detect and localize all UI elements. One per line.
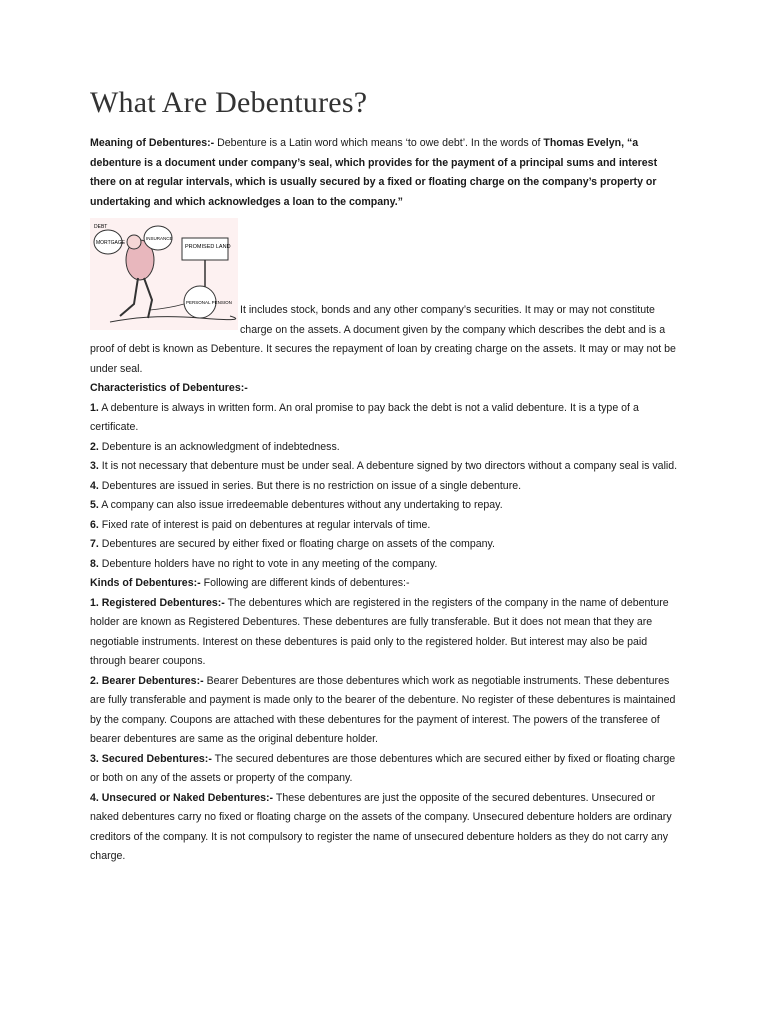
characteristic-item: [90, 399, 682, 438]
item-number: 6.: [90, 518, 99, 531]
item-text: Debentures are issued in series. But there is no restriction on issue of a single debenture.: [98, 479, 522, 492]
item-text: Debenture is an acknowledgment of indebtedness.: [98, 440, 340, 453]
kind-text: Bearer Debentures are those debentures which work as negotiable instruments. These debentures are fully transferable and payment is made only to the bearer of the debenture. No register of these debentures is maintained by the company. Coupons are attached with these debentures for the payment of interest. The powers of the transferee of bearer debentures are same as the original debenture holder.: [90, 674, 676, 745]
kind-item: [90, 789, 682, 867]
item-number: 2.: [90, 440, 99, 453]
characteristic-item: [90, 477, 682, 497]
characteristics-heading-text: Characteristics of Debentures:-: [90, 382, 248, 394]
promised-land-sign: PROMISED LAND: [185, 244, 231, 250]
meaning-text: Debenture is a Latin word which means ‘to owe debt’. In the words of: [214, 137, 544, 149]
characteristic-item: [90, 516, 682, 536]
mortgage-label: MORTGAGE: [96, 240, 126, 246]
kind-item: [90, 594, 682, 672]
item-text: A debenture is always in written form. An oral promise to pay back the debt is not a valid debenture. It is a type of a certificate.: [90, 401, 639, 433]
characteristic-item: [90, 535, 682, 555]
characteristic-item: [90, 457, 682, 477]
item-text: Debentures are secured by either fixed or floating charge on assets of the company.: [98, 538, 495, 550]
page-title: What Are Debentures?: [90, 86, 368, 119]
article-body: [90, 134, 682, 867]
meaning-paragraph: [90, 134, 682, 212]
insurance-label: INSURANCE: [146, 236, 173, 241]
kind-label: 3. Secured Debentures:-: [90, 752, 212, 765]
meaning-quote: Thomas Evelyn, “a debenture is a document under company’s seal, which provides for the payment of a principal sums and interest there on at regular intervals, which is usually secured by a fixed or floating charge on the company’s property or undertaking and which acknowledges a loan to the company.”: [90, 137, 658, 208]
item-number: 1.: [90, 401, 99, 414]
item-text: A company can also issue irredeemable debentures without any undertaking to repay.: [98, 499, 503, 511]
kinds-label: Kinds of Debentures:-: [90, 577, 201, 589]
cartoon-drawing: [90, 218, 238, 330]
characteristics-heading: [90, 379, 682, 399]
kind-label: 4. Unsecured or Naked Debentures:-: [90, 791, 274, 804]
item-number: 4.: [90, 479, 99, 492]
kind-label: 2. Bearer Debentures:-: [90, 674, 204, 687]
item-text: Fixed rate of interest is paid on debentures at regular intervals of time.: [98, 518, 431, 531]
item-number: 3.: [90, 460, 99, 472]
characteristic-item: [90, 438, 682, 458]
kind-item: [90, 672, 682, 750]
debt-label: DEBT: [94, 224, 108, 230]
characteristic-item: [90, 555, 682, 575]
kind-text: The secured debentures are those debentures which are secured either by fixed or floating charge or both on any of the assets or property of the company.: [90, 752, 676, 784]
item-number: 5.: [90, 499, 99, 511]
item-number: 8.: [90, 557, 99, 570]
kind-label: 1. Registered Debentures:-: [90, 596, 225, 609]
item-number: 7.: [90, 538, 99, 550]
pension-label: PERSONAL PENSION: [186, 300, 232, 305]
item-text: It is not necessary that debenture must be under seal. A debenture signed by two directors without a company seal is valid.: [98, 460, 678, 472]
meaning-label: Meaning of Debentures:-: [90, 137, 215, 149]
intro-paragraph: It includes stock, bonds and any other company’s securities. It may or may not constitute charge on the assets. A document given by the company which describes the debt and is a proof of debt is known as Debenture. It secures the repayment of loan by creating charge on the assets. It may or may not be under seal.: [90, 304, 676, 375]
kind-item: [90, 750, 682, 789]
kind-text: These debentures are just the opposite of the secured debentures. Unsecured or naked debentures carry no fixed or floating charge on the assets of the company. Unsecured debenture holders are ordinary creditors of the company. It is not compulsory to register the name of unsecured debenture holders as they do not carry any charge.: [90, 791, 672, 862]
kind-text: The debentures which are registered in the registers of the company in the name of debenture holder are known as Registered Debentures. These debentures are fully transferable. But it does not mean that they are negotiable instruments. Interest on these debentures is paid only to the registered holder. But interest may also be paid through bearer coupons.: [90, 596, 669, 667]
characteristic-item: [90, 496, 682, 516]
kinds-text: Following are different kinds of debentures:-: [200, 577, 410, 589]
kinds-intro: [90, 574, 682, 594]
debt-cartoon-image: [90, 218, 238, 330]
item-text: Debenture holders have no right to vote in any meeting of the company.: [98, 557, 438, 570]
